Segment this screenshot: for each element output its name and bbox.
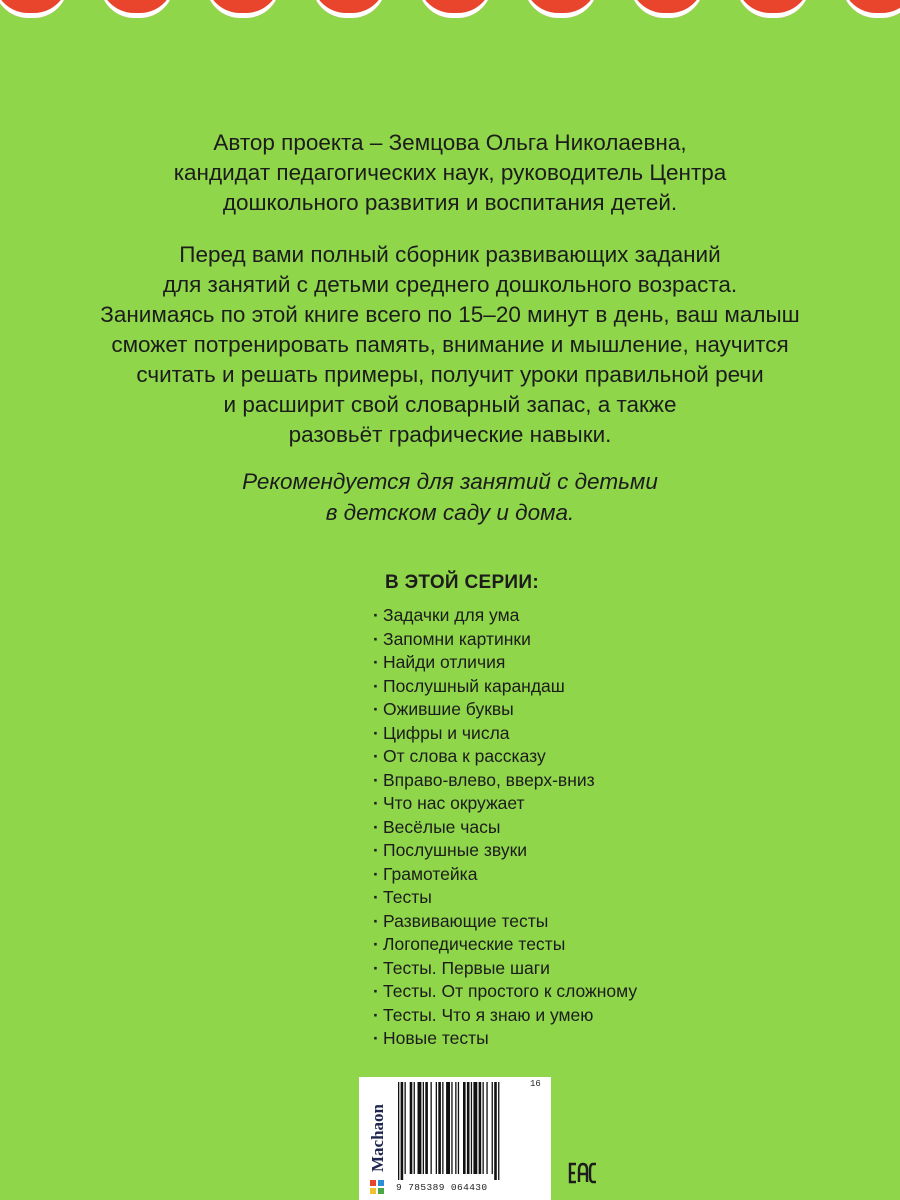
list-item: · Вправо-влево, вверх-вниз	[373, 769, 793, 793]
series-heading: В ЭТОЙ СЕРИИ:	[385, 572, 539, 593]
barcode-bar	[438, 1082, 441, 1174]
text-line: разовьёт графические навыки.	[288, 422, 612, 447]
series-list	[373, 572, 793, 1051]
text-line: Автор проекта – Земцова Ольга Николаевна,	[213, 130, 687, 155]
text-line: Рекомендуется для занятий с детьми	[242, 469, 658, 494]
list-item: · Запомни картинки	[373, 628, 793, 652]
scallop	[206, 0, 280, 18]
list-item: · Весёлые часы	[373, 816, 793, 840]
intro-text	[60, 128, 840, 472]
barcode-bar	[431, 1082, 432, 1174]
barcode-bar	[423, 1082, 424, 1174]
scallop	[312, 0, 386, 18]
barcode-bar	[425, 1082, 428, 1174]
barcode-bar	[401, 1082, 404, 1180]
list-item: · Цифры и числа	[373, 722, 793, 746]
list-item: · Ожившие буквы	[373, 698, 793, 722]
barcode-bar	[414, 1082, 415, 1174]
barcode-bar	[463, 1082, 466, 1174]
barcode-bar	[451, 1082, 452, 1174]
barcode-bar	[455, 1082, 456, 1174]
list-item: · Послушные звуки	[373, 839, 793, 863]
recommendation-paragraph	[60, 466, 840, 528]
text-line: кандидат педагогических наук, руководитель Центра	[173, 160, 727, 185]
barcode-bar	[486, 1082, 487, 1174]
barcode-bars	[396, 1082, 546, 1180]
barcode-bar	[458, 1082, 459, 1174]
text-line: в детском саду и дома.	[325, 500, 575, 525]
author-paragraph	[60, 128, 840, 218]
text-line: для занятий с детьми среднего дошкольного возраста.	[162, 272, 738, 297]
publisher-name: Machaon	[368, 1104, 387, 1172]
scallop	[100, 0, 174, 18]
publisher-emblem-icon	[370, 1180, 384, 1194]
list-item: · Тесты. Первые шаги	[373, 957, 793, 981]
barcode-bar	[479, 1082, 482, 1174]
scallop	[842, 0, 900, 18]
list-item: · Тесты. От простого к сложному	[373, 980, 793, 1004]
scallop	[418, 0, 492, 18]
list-item: · Развивающие тесты	[373, 910, 793, 934]
text-line: считать и решать примеры, получит уроки правильной речи	[136, 362, 764, 387]
barcode-bar	[498, 1082, 499, 1180]
text-line: и расширит свой словарный запас, а также	[223, 392, 677, 417]
text-line: сможет потренировать память, внимание и мышление, научится	[111, 332, 789, 357]
list-item: · Грамотейка	[373, 863, 793, 887]
list-item: · Тесты	[373, 886, 793, 910]
barcode-bar	[471, 1082, 472, 1174]
barcode-bar	[398, 1082, 399, 1180]
barcode-bar	[410, 1082, 413, 1174]
text-line: Занимаясь по этой книге всего по 15–20 минут в день, ваш малыш	[100, 302, 800, 327]
barcode-bar	[418, 1082, 422, 1174]
list-item: · Тесты. Что я знаю и умею	[373, 1004, 793, 1028]
barcode-bar	[442, 1082, 443, 1174]
scallop	[630, 0, 704, 18]
list-item: · Логопедические тесты	[373, 933, 793, 957]
list-item: · Новые тесты	[373, 1027, 793, 1051]
barcode-bar	[492, 1082, 493, 1174]
barcode-bar	[494, 1082, 497, 1180]
text-line: дошкольного развития и воспитания детей.	[222, 190, 678, 215]
barcode-digits: 9 785389 064430	[396, 1182, 488, 1193]
list-item: · Что нас окружает	[373, 792, 793, 816]
description-paragraph	[60, 240, 840, 450]
barcode-bar	[467, 1082, 470, 1174]
text-line: Перед вами полный сборник развивающих заданий	[179, 242, 721, 267]
barcode-bar	[436, 1082, 437, 1174]
barcode-bar	[446, 1082, 450, 1174]
list-item: · Задачки для ума	[373, 604, 793, 628]
barcode-bar	[405, 1082, 406, 1174]
scallop	[736, 0, 810, 18]
top-scallop-border	[0, 0, 900, 26]
series-items	[373, 604, 793, 1051]
list-item: · От слова к рассказу	[373, 745, 793, 769]
list-item: · Послушный карандаш	[373, 675, 793, 699]
list-item: · Найди отличия	[373, 651, 793, 675]
scallop	[0, 0, 68, 18]
barcode-bar	[483, 1082, 484, 1174]
barcode-bar	[473, 1082, 477, 1174]
eac-certification-icon	[568, 1162, 598, 1184]
barcode-addon: 16	[530, 1079, 541, 1089]
scallop	[524, 0, 598, 18]
